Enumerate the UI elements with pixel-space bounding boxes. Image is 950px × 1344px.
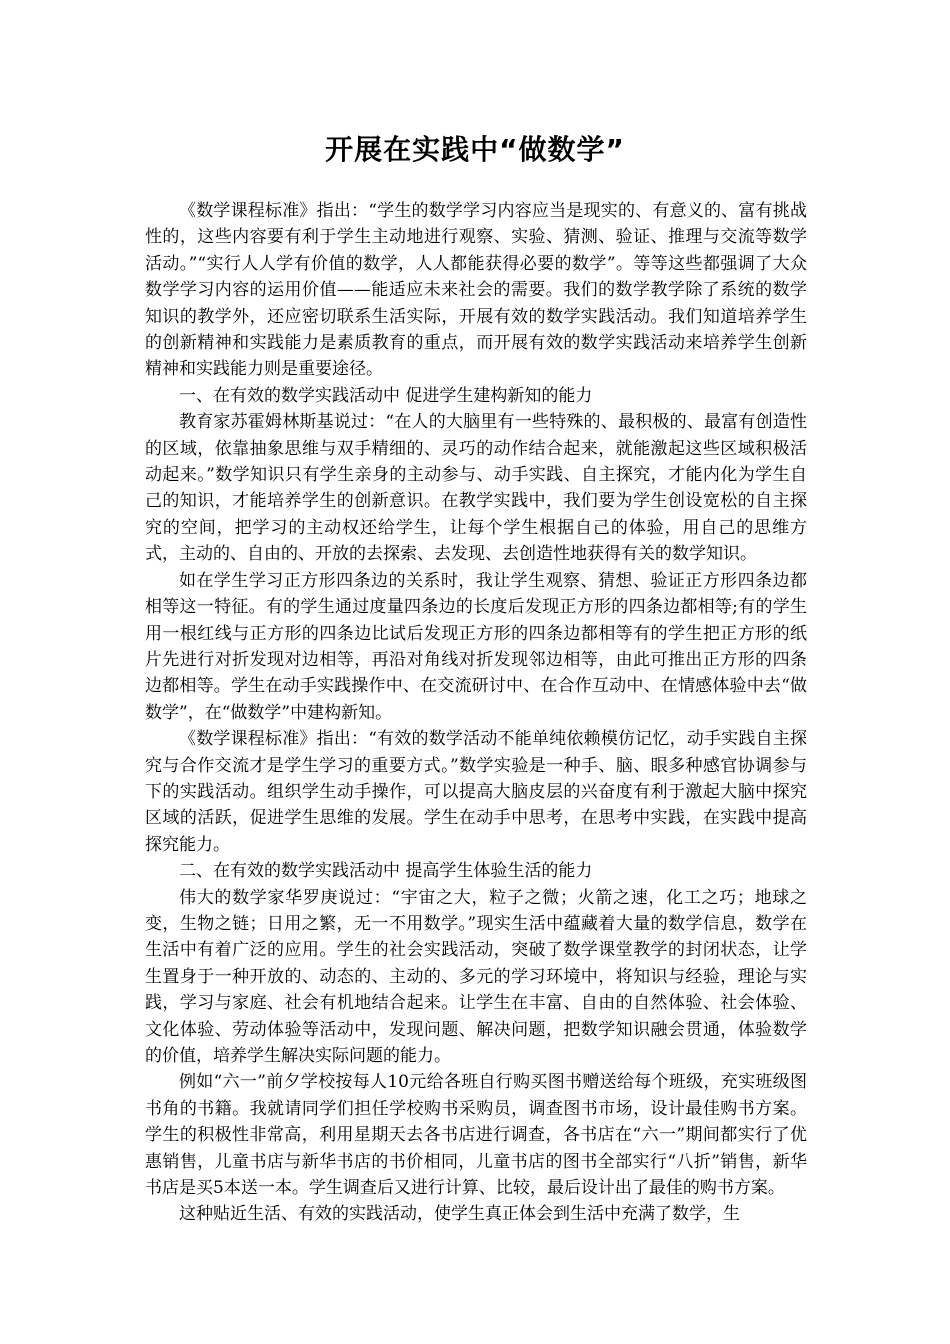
paragraph-conclusion-partial: 这种贴近生活、有效的实践活动，使学生真正体会到生活中充满了数学，生 — [179, 1204, 740, 1225]
document-body — [145, 198, 807, 1228]
paragraph-curriculum-standard: 《数学课程标准》指出：“有效的数学活动不能单纯依赖模仿记忆，动手实践自主探究与合作交流才是学生学习的重要方式。”数学实验是一种手、脑、眼多种感官协调参与下的实践活动。组织学生动手操作，可以提高大脑皮层的兴奋度有利于激起大脑中探究区域的活跃，促进学生思维的发展。学生在动手中思考，在思考中实践，在实践中提高探究能力。 — [145, 729, 807, 855]
paragraph-sukhomlinsky-quote: 教育家苏霍姆林斯基说过：“在人的大脑里有一些特殊的、最积极的、最富有创造性的区域，依靠抽象思维与双手精细的、灵巧的动作结合起来，就能激起这些区域积极活动起来。”数学知识只有学生亲身的主动参与、动手实践、自主探究，才能内化为学生自己的知识，才能培养学生的创新意识。在教学实践中，我们要为学生创设宽松的自主探究的空间，把学习的主动权还给学生，让每个学生根据自己的体验，用自己的思维方式，主动的、自由的、开放的去探索、去发现、去创造性地获得有关的数学知识。 — [145, 412, 807, 565]
paragraph-hua-luogeng-quote: 伟大的数学家华罗庚说过：“宇宙之大，粒子之微；火箭之速，化工之巧；地球之变，生物之链；日用之繁，无一不用数学。”现实生活中蕴藏着大量的数学信息，数学在生活中有着广泛的应用。学生的社会实践活动，突破了数学课堂教学的封闭状态，让学生置身于一种开放的、动态的、主动的、多元的学习环境中，将知识与经验，理论与实践，学习与家庭、社会有机地结合起来。让学生在丰富、自由的自然体验、社会体验、文化体验、劳动体验等活动中，发现问题、解决问题，把数学知识融会贯通，体验数学的价值，培养学生解决实际问题的能力。 — [145, 887, 807, 1066]
document-title: 开展在实践中“做数学” — [325, 133, 625, 166]
section-heading-1: 一、在有效的数学实践活动中 促进学生建构新知的能力 — [179, 385, 593, 406]
paragraph-intro: 《数学课程标准》指出：“学生的数学学习内容应当是现实的、有意义的、富有挑战性的，这些内容要有利于学生主动地进行观察、实验、猜测、验证、推理与交流等数学活动。”“实行人人学有价值的数学，人人都能获得必要的数学”。等等这些都强调了大众数学学习内容的运用价值——能适应未来社会的需要。我们的数学教学除了系统的数学知识的教学外，还应密切联系生活实际，开展有效的数学实践活动。我们知道培养学生的创新精神和实践能力是素质教育的重点，而开展有效的数学实践活动来培养学生创新精神和实践能力则是重要途径。 — [145, 201, 807, 380]
paragraph-book-purchase-example: 例如“六一”前夕学校按每人10元给各班自行购买图书赠送给每个班级，充实班级图书角的书籍。我就请同学们担任学校购书采购员，调查图书市场，设计最佳购书方案。学生的积极性非常高，利用星期天去各书店进行调查，各书店在“六一”期间都实行了优惠销售，儿童书店与新华书店的书价相同，儿童书店的图书全部实行“八折”销售，新华书店是买5本送一本。学生调查后又进行计算、比较，最后设计出了最佳的购书方案。 — [145, 1072, 807, 1199]
paragraph-square-example: 如在学生学习正方形四条边的关系时，我让学生观察、猜想、验证正方形四条边都相等这一特征。有的学生通过度量四条边的长度后发现正方形的四条边都相等;有的学生用一根红线与正方形的四条边比试后发现正方形的四条边都相等有的学生把正方形的纸片先进行对折发现对边相等，再沿对角线对折发现邻边相等，由此可推出正方形的四条边都相等。学生在动手实践操作中、在交流研讨中、在合作互动中、在情感体验中去“做数学”，在“做数学”中建构新知。 — [145, 570, 807, 723]
section-heading-2: 二、在有效的数学实践活动中 提高学生体验生活的能力 — [179, 861, 593, 882]
